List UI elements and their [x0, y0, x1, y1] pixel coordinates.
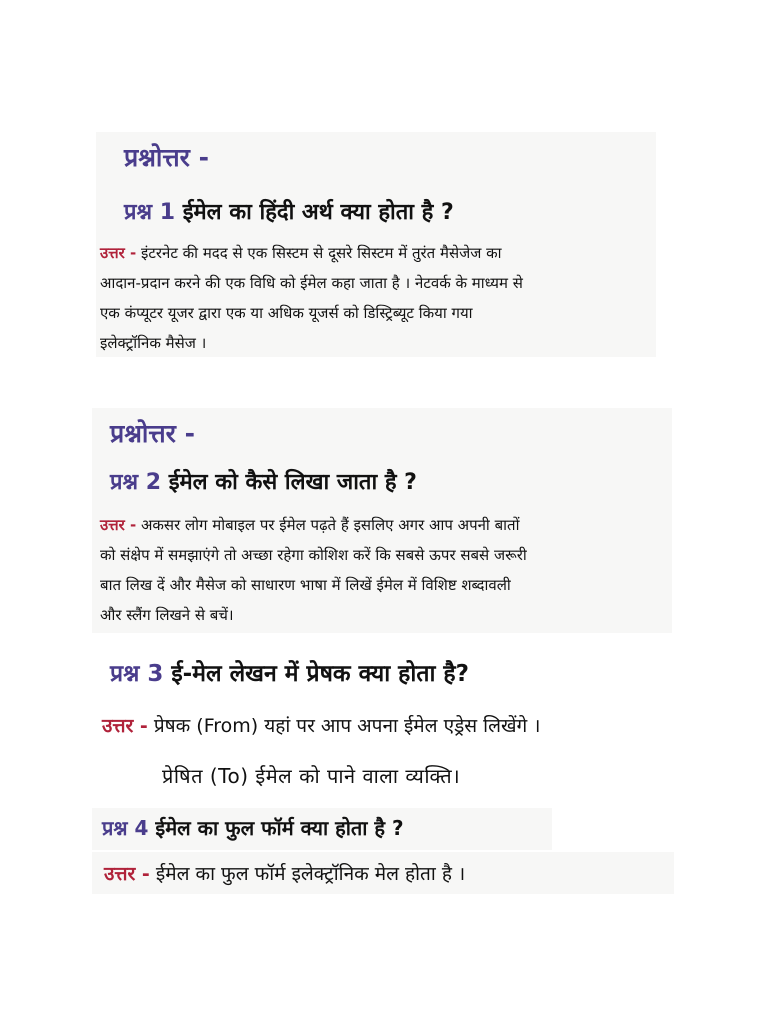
answer-text: ईमेल का फुल फॉर्म इलेक्ट्रॉनिक मेल होता है ।	[155, 863, 466, 885]
question-number: प्रश्न 4	[102, 816, 149, 840]
section-3-question	[110, 656, 469, 688]
section-4-question	[102, 814, 404, 841]
answer-label: उत्तर -	[104, 863, 150, 885]
answer-line-3: बात लिख दें और मैसेज को साधारण भाषा में लिखें ईमेल में विशिष्ट शब्दावली	[100, 576, 511, 594]
section-2-answer	[100, 510, 527, 630]
question-number: प्रश्न 2	[110, 470, 162, 495]
question-text: ईमेल का हिंदी अर्थ क्या होता है ?	[182, 200, 454, 225]
question-text: ईमेल को कैसे लिखा जाता है ?	[168, 470, 417, 495]
answer-text: प्रेषक (From) यहां पर आप अपना ईमेल एड्रेस लिखेंगे ।	[153, 715, 541, 737]
answer-line-4: इलेक्ट्रॉनिक मैसेज ।	[100, 334, 207, 352]
question-number: प्रश्न 1	[124, 200, 176, 225]
answer-line-1	[100, 238, 523, 268]
section-2-question	[110, 466, 417, 496]
answer-text: इंटरनेट की मदद से एक सिस्टम से दूसरे सिस्टम में तुरंत मैसेजेज का	[140, 244, 502, 262]
answer-line-3: एक कंप्यूटर यूजर द्वारा एक या अधिक यूजर्स को डिस्ट्रिब्यूट किया गया	[100, 304, 473, 322]
section-4-answer	[104, 860, 465, 886]
section-1-answer	[100, 238, 523, 358]
answer-text: अकसर लोग मोबाइल पर ईमेल पढ़ते हैं इसलिए अगर आप अपनी बातों	[140, 516, 520, 534]
section-1-heading: प्रश्नोत्तर -	[124, 143, 209, 172]
answer-line-1	[100, 510, 527, 540]
section-3-answer-line-2: प्रेषित (To) ईमेल को पाने वाला व्यक्ति।	[162, 764, 461, 788]
section-2-heading: प्रश्नोत्तर -	[110, 419, 195, 448]
answer-label: उत्तर -	[100, 244, 137, 262]
answer-label: उत्तर -	[100, 516, 137, 534]
answer-line-4: और स्लैंग लिखने से बचें।	[100, 606, 234, 624]
question-text: ईमेल का फुल फॉर्म क्या होता है ?	[155, 816, 404, 840]
question-number: प्रश्न 3	[110, 661, 164, 687]
section-1-question	[124, 196, 454, 226]
answer-line-2: आदान-प्रदान करने की एक विधि को ईमेल कहा जाता है । नेटवर्क के माध्यम से	[100, 274, 523, 292]
answer-label: उत्तर -	[102, 715, 148, 737]
section-3-answer-line-1	[102, 712, 540, 738]
answer-line-2: को संक्षेप में समझाएंगे तो अच्छा रहेगा कोशिश करें कि सबसे ऊपर सबसे जरूरी	[100, 546, 527, 564]
question-text: ई-मेल लेखन में प्रेषक क्या होता है?	[171, 661, 469, 687]
